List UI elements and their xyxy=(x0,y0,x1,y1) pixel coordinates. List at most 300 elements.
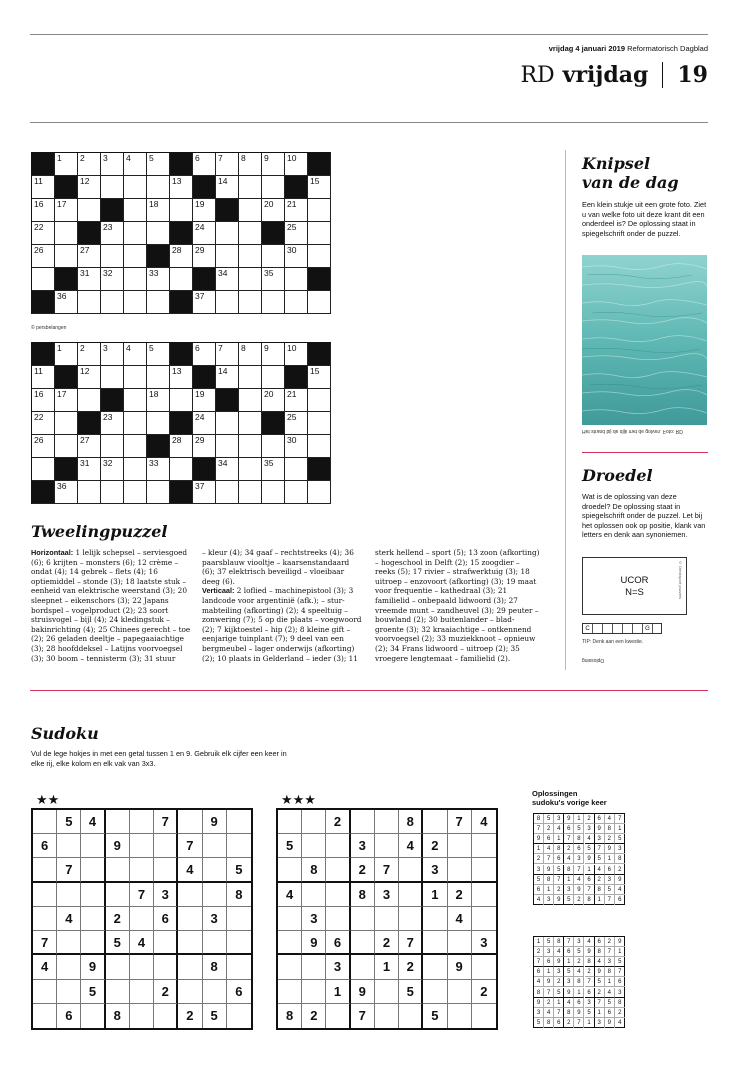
crossword-cell[interactable] xyxy=(170,176,193,199)
crossword-cell[interactable] xyxy=(285,435,308,458)
crossword-cell[interactable] xyxy=(55,343,78,366)
crossword-cell[interactable] xyxy=(285,199,308,222)
crossword-cell[interactable] xyxy=(78,458,101,481)
answer-cell[interactable]: G xyxy=(643,624,653,633)
sudoku-empty-cell[interactable] xyxy=(423,810,447,834)
sudoku-empty-cell[interactable] xyxy=(351,907,375,931)
crossword-cell[interactable] xyxy=(216,458,239,481)
crossword-cell[interactable] xyxy=(216,245,239,268)
sudoku-empty-cell[interactable] xyxy=(203,980,227,1004)
droedel-answer-box[interactable] xyxy=(582,623,662,634)
crossword-cell[interactable] xyxy=(147,389,170,412)
crossword-cell[interactable] xyxy=(78,291,101,314)
crossword-cell[interactable] xyxy=(216,481,239,504)
sudoku-empty-cell[interactable] xyxy=(154,931,178,955)
solution-cell: 7 xyxy=(574,865,584,875)
crossword-cell[interactable] xyxy=(147,343,170,366)
sudoku-empty-cell[interactable] xyxy=(33,1004,57,1028)
sudoku-empty-cell[interactable] xyxy=(423,931,447,955)
sudoku-empty-cell[interactable] xyxy=(203,834,227,858)
crossword-cell[interactable] xyxy=(308,366,331,389)
crossword-cell[interactable] xyxy=(32,245,55,268)
crossword-cell[interactable] xyxy=(285,291,308,314)
crossword-cell[interactable] xyxy=(262,366,285,389)
crossword-cell[interactable] xyxy=(124,245,147,268)
sudoku-empty-cell[interactable] xyxy=(57,834,81,858)
answer-cell[interactable] xyxy=(653,624,663,633)
sudoku-empty-cell[interactable] xyxy=(227,955,251,979)
solution-cell: 6 xyxy=(534,967,544,977)
sudoku-empty-cell[interactable] xyxy=(326,1004,350,1028)
sudoku-empty-cell[interactable] xyxy=(178,955,202,979)
crossword-black-cell xyxy=(216,199,239,222)
crossword-cell[interactable] xyxy=(147,481,170,504)
sudoku-empty-cell[interactable] xyxy=(33,907,57,931)
solution-cell: 2 xyxy=(554,885,564,895)
sudoku-empty-cell[interactable] xyxy=(278,980,302,1004)
crossword-cell[interactable] xyxy=(262,343,285,366)
crossword-cell[interactable] xyxy=(216,343,239,366)
crossword-cell-number: 5 xyxy=(149,153,154,163)
crossword-cell[interactable] xyxy=(55,389,78,412)
crossword-cell[interactable] xyxy=(78,389,101,412)
crossword-cell[interactable] xyxy=(285,412,308,435)
sudoku-empty-cell[interactable] xyxy=(472,858,496,882)
sudoku-empty-cell[interactable] xyxy=(154,858,178,882)
crossword-cell[interactable] xyxy=(78,153,101,176)
crossword-cell[interactable] xyxy=(124,481,147,504)
crossword-cell[interactable] xyxy=(216,366,239,389)
sudoku-empty-cell[interactable] xyxy=(227,931,251,955)
sudoku-empty-cell[interactable] xyxy=(472,907,496,931)
sudoku-empty-cell[interactable] xyxy=(57,955,81,979)
sudoku-empty-cell[interactable] xyxy=(81,834,105,858)
crossword-cell[interactable] xyxy=(124,268,147,291)
sudoku-empty-cell[interactable] xyxy=(448,1004,472,1028)
sudoku-empty-cell[interactable] xyxy=(399,907,423,931)
solution-cell: 8 xyxy=(585,957,595,967)
sudoku-empty-cell[interactable] xyxy=(227,907,251,931)
sudoku-empty-cell[interactable] xyxy=(278,810,302,834)
crossword-cell[interactable] xyxy=(55,153,78,176)
crossword-cell[interactable] xyxy=(78,435,101,458)
sudoku-empty-cell[interactable] xyxy=(278,955,302,979)
crossword-cell[interactable] xyxy=(147,176,170,199)
crossword-cell[interactable] xyxy=(193,291,216,314)
crossword-cell[interactable] xyxy=(285,268,308,291)
crossword-cell[interactable] xyxy=(124,366,147,389)
sudoku-empty-cell[interactable] xyxy=(472,834,496,858)
crossword-cell[interactable] xyxy=(239,481,262,504)
sudoku-empty-cell[interactable] xyxy=(375,1004,399,1028)
crossword-cell[interactable] xyxy=(308,412,331,435)
crossword-cell[interactable] xyxy=(147,222,170,245)
crossword-cell[interactable] xyxy=(32,199,55,222)
crossword-cell[interactable] xyxy=(239,199,262,222)
sudoku-empty-cell[interactable] xyxy=(326,883,350,907)
sudoku-empty-cell[interactable] xyxy=(399,1004,423,1028)
sudoku-empty-cell[interactable] xyxy=(81,931,105,955)
crossword-cell[interactable] xyxy=(147,199,170,222)
crossword-cell[interactable] xyxy=(285,153,308,176)
crossword-cell[interactable] xyxy=(170,389,193,412)
sudoku-empty-cell[interactable] xyxy=(130,955,154,979)
answer-cell[interactable] xyxy=(613,624,623,633)
crossword-cell[interactable] xyxy=(193,389,216,412)
sudoku-empty-cell[interactable] xyxy=(130,1004,154,1028)
sudoku-empty-cell[interactable] xyxy=(278,907,302,931)
solution-cell: 3 xyxy=(574,854,584,864)
crossword-cell[interactable] xyxy=(262,291,285,314)
crossword-cell-number: 3 xyxy=(103,153,108,163)
crossword-cell[interactable] xyxy=(239,458,262,481)
crossword-cell-number: 26 xyxy=(34,435,44,445)
solution-cell: 1 xyxy=(605,854,615,864)
crossword-cell[interactable] xyxy=(262,481,285,504)
sudoku-empty-cell[interactable] xyxy=(130,810,154,834)
sudoku-empty-cell[interactable] xyxy=(423,980,447,1004)
sudoku-empty-cell[interactable] xyxy=(33,858,57,882)
crossword-cell[interactable] xyxy=(32,458,55,481)
sudoku-empty-cell[interactable] xyxy=(375,834,399,858)
crossword-cell[interactable] xyxy=(101,268,124,291)
crossword-cell-number: 34 xyxy=(218,268,228,278)
crossword-cell[interactable] xyxy=(308,245,331,268)
sudoku-empty-cell[interactable] xyxy=(81,883,105,907)
crossword-grid-1[interactable] xyxy=(31,152,331,314)
sudoku-rule xyxy=(30,690,708,691)
crossword-cell[interactable] xyxy=(55,199,78,222)
sudoku-empty-cell[interactable] xyxy=(130,980,154,1004)
sudoku-empty-cell[interactable] xyxy=(351,955,375,979)
sudoku-empty-cell[interactable] xyxy=(106,883,130,907)
crossword-cell[interactable] xyxy=(308,435,331,458)
crossword-cell[interactable] xyxy=(78,176,101,199)
answer-cell[interactable] xyxy=(603,624,613,633)
crossword-cell[interactable] xyxy=(239,366,262,389)
crossword-cell[interactable] xyxy=(193,153,216,176)
crossword-cell[interactable] xyxy=(239,268,262,291)
crossword-cell[interactable] xyxy=(55,291,78,314)
crossword-cell[interactable] xyxy=(285,343,308,366)
crossword-cell[interactable] xyxy=(308,199,331,222)
crossword-cell[interactable] xyxy=(193,199,216,222)
crossword-cell[interactable] xyxy=(193,343,216,366)
sudoku-empty-cell[interactable] xyxy=(423,955,447,979)
crossword-cell[interactable] xyxy=(239,153,262,176)
crossword-cell[interactable] xyxy=(262,199,285,222)
sudoku-empty-cell[interactable] xyxy=(130,858,154,882)
sudoku-empty-cell[interactable] xyxy=(178,931,202,955)
sudoku-empty-cell[interactable] xyxy=(227,1004,251,1028)
crossword-cell[interactable] xyxy=(216,291,239,314)
crossword-cell[interactable] xyxy=(285,222,308,245)
crossword-cell[interactable] xyxy=(308,176,331,199)
crossword-cell[interactable] xyxy=(101,153,124,176)
sudoku-empty-cell[interactable] xyxy=(472,883,496,907)
crossword-cell[interactable] xyxy=(193,245,216,268)
solution-cell: 7 xyxy=(544,854,554,864)
crossword-cell[interactable] xyxy=(32,176,55,199)
sudoku-empty-cell[interactable] xyxy=(278,858,302,882)
sudoku-empty-cell[interactable] xyxy=(33,980,57,1004)
crossword-cell[interactable] xyxy=(124,176,147,199)
crossword-cell[interactable] xyxy=(285,458,308,481)
crossword-cell[interactable] xyxy=(170,268,193,291)
sudoku-empty-cell[interactable] xyxy=(33,883,57,907)
sudoku-empty-cell[interactable] xyxy=(154,955,178,979)
sudoku-empty-cell[interactable] xyxy=(351,931,375,955)
crossword-cell[interactable] xyxy=(124,458,147,481)
crossword-cell[interactable] xyxy=(32,389,55,412)
crossword-cell[interactable] xyxy=(124,343,147,366)
crossword-cell[interactable] xyxy=(101,343,124,366)
crossword-cell[interactable] xyxy=(285,245,308,268)
crossword-black-cell xyxy=(193,268,216,291)
crossword-cell[interactable] xyxy=(170,435,193,458)
crossword-cell[interactable] xyxy=(55,222,78,245)
crossword-cell-number: 20 xyxy=(264,389,274,399)
answer-cell[interactable]: C xyxy=(583,624,593,633)
crossword-cell[interactable] xyxy=(216,222,239,245)
crossword-cell[interactable] xyxy=(147,268,170,291)
sudoku-empty-cell[interactable] xyxy=(203,858,227,882)
crossword-cell-number: 8 xyxy=(241,153,246,163)
crossword-cell[interactable] xyxy=(78,199,101,222)
solution-cell: 3 xyxy=(544,947,554,957)
sudoku-empty-cell[interactable] xyxy=(399,858,423,882)
solution-cell: 3 xyxy=(585,998,595,1008)
crossword-cell[interactable] xyxy=(124,153,147,176)
crossword-cell[interactable] xyxy=(101,176,124,199)
sudoku-empty-cell[interactable] xyxy=(448,931,472,955)
crossword-cell[interactable] xyxy=(55,435,78,458)
crossword-cell-number: 11 xyxy=(34,366,43,376)
crossword-cell[interactable] xyxy=(124,291,147,314)
sudoku-empty-cell[interactable] xyxy=(375,907,399,931)
solution-cell: 8 xyxy=(544,875,554,885)
crossword-cell[interactable] xyxy=(32,366,55,389)
sudoku-empty-cell[interactable] xyxy=(448,980,472,1004)
crossword-cell-number: 20 xyxy=(264,199,274,209)
crossword-cell[interactable] xyxy=(239,176,262,199)
sudoku-empty-cell[interactable] xyxy=(106,858,130,882)
sudoku-empty-cell[interactable] xyxy=(302,834,326,858)
crossword-cell[interactable] xyxy=(147,153,170,176)
crossword-cell[interactable] xyxy=(124,435,147,458)
sudoku-empty-cell[interactable] xyxy=(326,858,350,882)
sudoku-empty-cell[interactable] xyxy=(399,883,423,907)
crossword-cell[interactable] xyxy=(193,435,216,458)
crossword-cell[interactable] xyxy=(262,153,285,176)
sudoku-empty-cell[interactable] xyxy=(106,955,130,979)
sudoku-empty-cell[interactable] xyxy=(448,858,472,882)
droedel-tip: TIP: Denk aan een kwestie. xyxy=(582,639,644,645)
crossword-cell[interactable] xyxy=(124,389,147,412)
crossword-cell[interactable] xyxy=(262,458,285,481)
crossword-cell[interactable] xyxy=(262,389,285,412)
crossword-cell[interactable] xyxy=(101,245,124,268)
crossword-cell[interactable] xyxy=(216,268,239,291)
crossword-cell[interactable] xyxy=(239,222,262,245)
crossword-black-cell xyxy=(285,176,308,199)
solution-cell: 5 xyxy=(564,967,574,977)
sudoku-empty-cell[interactable] xyxy=(375,980,399,1004)
crossword-cell[interactable] xyxy=(262,435,285,458)
crossword-cell[interactable] xyxy=(216,412,239,435)
sudoku-grid-1[interactable] xyxy=(31,808,253,1030)
crossword-cell[interactable] xyxy=(170,199,193,222)
crossword-cell[interactable] xyxy=(32,268,55,291)
crossword-cell[interactable] xyxy=(147,458,170,481)
crossword-cell[interactable] xyxy=(124,199,147,222)
crossword-cell-number: 9 xyxy=(264,343,269,353)
solution-cell: 8 xyxy=(595,885,605,895)
crossword-cell[interactable] xyxy=(101,291,124,314)
sudoku-empty-cell[interactable] xyxy=(302,955,326,979)
sudoku-empty-cell[interactable] xyxy=(448,834,472,858)
solution-cell: 4 xyxy=(605,814,615,824)
solution-cell: 9 xyxy=(585,854,595,864)
crossword-cell[interactable] xyxy=(78,268,101,291)
crossword-cell[interactable] xyxy=(101,435,124,458)
crossword-cell[interactable] xyxy=(193,222,216,245)
answer-cell[interactable] xyxy=(593,624,603,633)
crossword-cell[interactable] xyxy=(32,412,55,435)
sudoku-empty-cell[interactable] xyxy=(178,907,202,931)
solution-cell: 2 xyxy=(615,865,625,875)
crossword-cell[interactable] xyxy=(239,245,262,268)
sudoku-empty-cell[interactable] xyxy=(302,810,326,834)
crossword-cell[interactable] xyxy=(55,412,78,435)
crossword-cell[interactable] xyxy=(55,245,78,268)
header-paper: Reformatorisch Dagblad xyxy=(627,44,708,53)
crossword-cell[interactable] xyxy=(101,481,124,504)
crossword-cell[interactable] xyxy=(308,291,331,314)
sudoku-empty-cell[interactable] xyxy=(302,980,326,1004)
crossword-cell[interactable] xyxy=(124,222,147,245)
crossword-cell[interactable] xyxy=(101,458,124,481)
sudoku-empty-cell[interactable] xyxy=(472,1004,496,1028)
crossword-cell[interactable] xyxy=(78,245,101,268)
sudoku-empty-cell[interactable] xyxy=(154,1004,178,1028)
crossword-cell[interactable] xyxy=(239,412,262,435)
crossword-cell[interactable] xyxy=(55,481,78,504)
crossword-cell[interactable] xyxy=(101,222,124,245)
crossword-cell[interactable] xyxy=(101,412,124,435)
sudoku-empty-cell[interactable] xyxy=(375,810,399,834)
sudoku-empty-cell[interactable] xyxy=(57,931,81,955)
crossword-cell[interactable] xyxy=(308,481,331,504)
crossword-cell[interactable] xyxy=(170,366,193,389)
crossword-cell[interactable] xyxy=(308,222,331,245)
crossword-cell[interactable] xyxy=(147,412,170,435)
crossword-cell[interactable] xyxy=(170,458,193,481)
crossword-cell[interactable] xyxy=(32,222,55,245)
crossword-cell[interactable] xyxy=(101,366,124,389)
sudoku-empty-cell[interactable] xyxy=(227,810,251,834)
crossword-cell[interactable] xyxy=(216,435,239,458)
sudoku-empty-cell[interactable] xyxy=(57,883,81,907)
sudoku-empty-cell[interactable] xyxy=(130,907,154,931)
crossword-cell[interactable] xyxy=(124,412,147,435)
sudoku-empty-cell[interactable] xyxy=(57,980,81,1004)
answer-cell[interactable] xyxy=(633,624,643,633)
crossword-cell[interactable] xyxy=(216,153,239,176)
crossword-cell[interactable] xyxy=(170,245,193,268)
clues-col3-text: sterk hellend – sport (5); 13 zoon (afkorting) – hogeschool in Delft (2); 15 zoogdier – reeks (5); 17 rivier – strafwerktuig (3); 18 uitroep – enzovoort (afkorting) (3); 19 maat voor frequentie – kathedraal (3); 21 familielid – onbepaald lidwoord (3); 27 vreemde munt – zandheuvel (3); 29 peuter – bouwland (2); 30 buitenlander – bladgroente (3); 32 kraaiachtige – ontkennend voorvoegsel (2); 33 muziekknoot – opnieuw (2); 34 Frans lidwoord – uitroep (2); 35 vroegere lengtemaat – familielid (2). xyxy=(375,548,540,663)
crossword-cell[interactable] xyxy=(262,268,285,291)
sudoku-empty-cell[interactable] xyxy=(278,931,302,955)
sudoku-given-cell: 5 xyxy=(106,931,130,955)
sudoku-empty-cell[interactable] xyxy=(81,858,105,882)
crossword-cell[interactable] xyxy=(262,176,285,199)
sudoku-empty-cell[interactable] xyxy=(351,810,375,834)
sudoku-empty-cell[interactable] xyxy=(106,980,130,1004)
sudoku-empty-cell[interactable] xyxy=(472,955,496,979)
crossword-cell[interactable] xyxy=(147,366,170,389)
crossword-cell[interactable] xyxy=(239,435,262,458)
crossword-cell[interactable] xyxy=(193,481,216,504)
crossword-cell[interactable] xyxy=(32,435,55,458)
solution-cell: 7 xyxy=(554,1008,564,1018)
crossword-cell[interactable] xyxy=(193,412,216,435)
crossword-cell-number: 24 xyxy=(195,222,205,232)
sudoku-empty-cell[interactable] xyxy=(326,907,350,931)
crossword-cell[interactable] xyxy=(239,389,262,412)
crossword-cell[interactable] xyxy=(285,481,308,504)
sudoku-empty-cell[interactable] xyxy=(302,883,326,907)
sudoku-empty-cell[interactable] xyxy=(154,834,178,858)
sudoku-given-cell: 9 xyxy=(351,980,375,1004)
solution-cell: 6 xyxy=(544,957,554,967)
crossword-cell[interactable] xyxy=(78,481,101,504)
sudoku-empty-cell[interactable] xyxy=(81,1004,105,1028)
sudoku-empty-cell[interactable] xyxy=(203,931,227,955)
sudoku-empty-cell[interactable] xyxy=(106,810,130,834)
crossword-cell[interactable] xyxy=(216,176,239,199)
sudoku-empty-cell[interactable] xyxy=(423,907,447,931)
sudoku-empty-cell[interactable] xyxy=(178,980,202,1004)
crossword-cell[interactable] xyxy=(239,343,262,366)
sudoku-empty-cell[interactable] xyxy=(178,883,202,907)
solution-cell: 8 xyxy=(574,977,584,987)
crossword-cell[interactable] xyxy=(147,291,170,314)
sudoku-empty-cell[interactable] xyxy=(130,834,154,858)
sudoku-empty-cell[interactable] xyxy=(81,907,105,931)
sudoku-given-cell: 4 xyxy=(448,907,472,931)
crossword-cell-number: 31 xyxy=(80,458,90,468)
solution-cell: 4 xyxy=(554,947,564,957)
sudoku-empty-cell[interactable] xyxy=(326,834,350,858)
sudoku-empty-cell[interactable] xyxy=(203,883,227,907)
crossword-cell[interactable] xyxy=(78,366,101,389)
tweelingpuzzel-title: Tweelingpuzzel xyxy=(31,522,168,541)
crossword-cell[interactable] xyxy=(78,343,101,366)
sidebar-divider xyxy=(565,150,566,670)
crossword-cell[interactable] xyxy=(262,245,285,268)
sudoku-empty-cell[interactable] xyxy=(33,810,57,834)
sudoku-empty-cell[interactable] xyxy=(178,810,202,834)
sudoku-grid-2[interactable] xyxy=(276,808,498,1030)
answer-cell[interactable] xyxy=(623,624,633,633)
crossword-cell[interactable] xyxy=(239,291,262,314)
crossword-grid-2[interactable] xyxy=(31,342,331,504)
crossword-cell[interactable] xyxy=(285,389,308,412)
crossword-cell[interactable] xyxy=(308,389,331,412)
sudoku-empty-cell[interactable] xyxy=(227,834,251,858)
crossword-black-cell xyxy=(101,389,124,412)
